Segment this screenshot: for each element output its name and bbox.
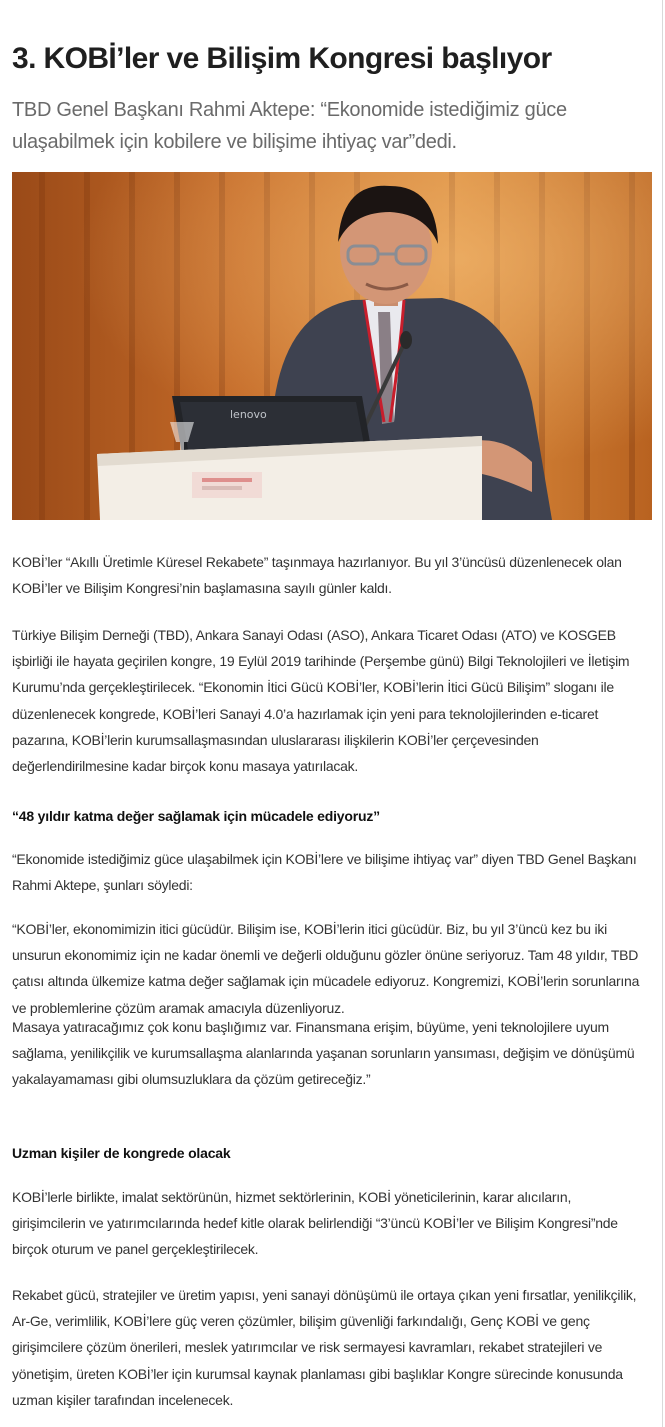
article-photo	[12, 172, 652, 520]
article-paragraph: “KOBİ’ler, ekonomimizin itici gücüdür. Bilişim ise, KOBİ’lerin itici gücüdür. Biz, bu yıl 3’üncü kez bu iki unsurun ekonomimiz için ne kadar önemli ve değerli olduğunu gözler önüne seriyoruz. Tam 48 yıldır, TBD çatısı altında ülkemize katma değer sağlamak için mücadele ediyoruz. Kongremizi, KOBİ’lerin sorunlarına ve problemlerine çözüm aramak amacıyla düzenliyoruz.	[12, 921, 640, 1016]
article-subtitle: TBD Genel Başkanı Rahmi Aktepe: “Ekonomide istediğimiz güce ulaşabilmek için kobilere ve bilişime ihtiyaç var”dedi.	[12, 99, 567, 153]
article-subheading: Uzman kişiler de kongrede olacak	[12, 1145, 231, 1161]
article-paragraph: KOBİ’lerle birlikte, imalat sektörünün, hizmet sektörlerinin, KOBİ yöneticilerinin, karar alıcıların, girişimcilerin ve yatırımcılarında hedef kitle olarak belirlendiği “3’üncü KOBİ’ler ve Bilişim Kongresi”nde birçok oturum ve panel gerçekleştirilecek.	[12, 1189, 618, 1258]
right-divider	[662, 0, 663, 1427]
article-title: 3. KOBİ’ler ve Bilişim Kongresi başlıyor	[12, 42, 552, 75]
article-paragraph: Rekabet gücü, stratejiler ve üretim yapısı, yeni sanayi dönüşümü ile ortaya çıkan yeni fırsatlar, yenilikçilik, Ar-Ge, verimlilik, KOBİ’lere güç veren çözümler, bilişim güvenliği farkındalığı, Genç KOBİ ve genç girişimcilere çözüm önerileri, meslek yatırımcılar ve risk sermayesi kavramları, rekabet stratejileri ve yönetişim, üreten KOBİ’ler için kurumsal kaynak planlaması gibi başlıklar Kongre sürecinde konusunda uzman kişiler tarafından incelenecek.	[12, 1287, 637, 1408]
article-paragraph: Masaya yatıracağımız çok konu başlığımız var. Finansmana erişim, büyüme, yeni teknolojilere uyum sağlama, yenilikçilik ve kurumsallaşma alanlarında yaşanan sorunların yansıması, değişim ve dönüşümü yakalayamaması gibi olumsuzluklara da çözüm getireceğiz.”	[12, 1019, 635, 1088]
article-paragraph: Türkiye Bilişim Derneği (TBD), Ankara Sanayi Odası (ASO), Ankara Ticaret Odası (ATO) ve KOSGEB işbirliği ile hayata geçirilen kongre, 19 Eylül 2019 tarihinde (Perşembe günü) Bilgi Teknolojileri ve İletişim Kurumu’nda gerçekleştirilecek. “Ekonomin İtici Gücü KOBİ’ler, KOBİ’lerin İtici Gücü Bilişim” sloganı ile düzenlenecek kongrede, KOBİ’leri Sanayi 4.0’a hazırlamak için yeni para teknolojilerinden e-ticaret pazarına, KOBİ’lerin kurumsallaşmasından uluslararası ilişkilerin KOBİ’ler çerçevesinden değerlendirilmesine kadar birçok konu masaya yatırılacak.	[12, 627, 630, 775]
article-paragraph: “Ekonomide istediğimiz güce ulaşabilmek için KOBİ’lere ve bilişime ihtiyaç var” diyen TBD Genel Başkanı Rahmi Aktepe, şunları söyledi:	[12, 851, 637, 894]
article-subheading: “48 yıldır katma değer sağlamak için mücadele ediyoruz”	[12, 808, 380, 824]
article-paragraph: KOBİ’ler “Akıllı Üretimle Küresel Rekabete” taşınmaya hazırlanıyor. Bu yıl 3’üncüsü düzenlenecek olan KOBİ’ler ve Bilişim Kongresi’nin başlamasına sayılı günler kaldı.	[12, 554, 622, 597]
laptop-brand-label: lenovo	[230, 408, 267, 421]
